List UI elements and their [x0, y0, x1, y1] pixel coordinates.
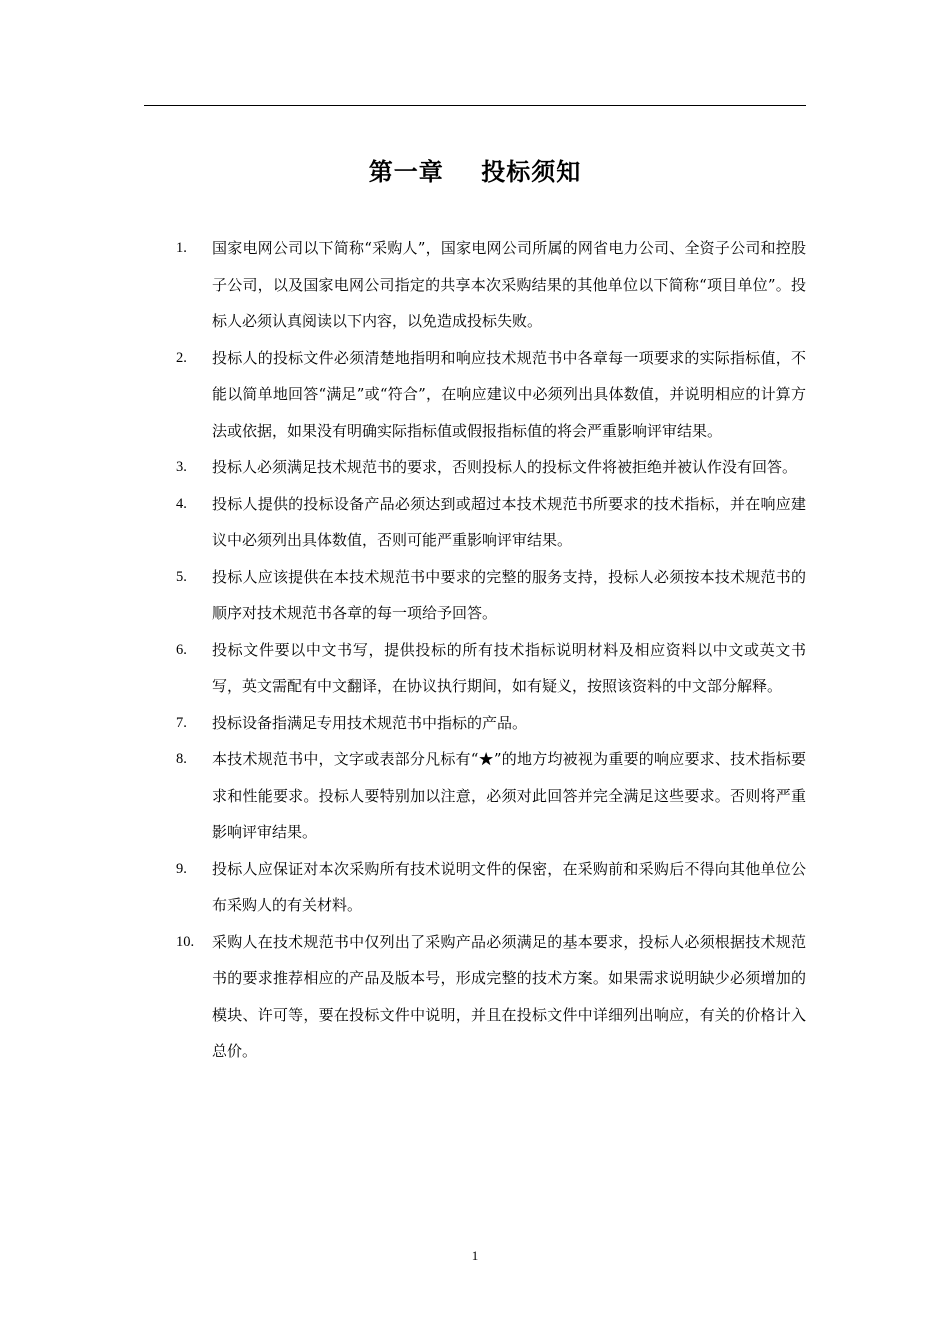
item-number: 9. — [176, 860, 187, 877]
list-item — [176, 449, 806, 486]
item-text: 投标人应保证对本次采购所有技术说明文件的保密，在采购前和采购后不得向其他单位公布采购人的有关材料。 — [212, 859, 806, 914]
item-number: 6. — [176, 641, 187, 658]
page-number: 1 — [471, 1248, 479, 1263]
list-item — [176, 705, 806, 742]
item-number: 5. — [176, 568, 187, 585]
item-number: 7. — [176, 714, 187, 731]
list-item — [176, 230, 806, 340]
item-number: 10. — [176, 933, 195, 950]
item-number: 8. — [176, 751, 187, 767]
instruction-list — [176, 230, 806, 1070]
list-item — [176, 741, 806, 851]
item-text: 投标人的投标文件必须清楚地指明和响应技术规范书中各章每一项要求的实际指标值，不能以简单地回答“满足”或“符合”，在响应建议中必须列出具体数值，并说明相应的计算方法或依据，如果没有明确实际指标值或假报指标值的将会严重影响评审结果。 — [212, 348, 806, 440]
list-item — [176, 924, 806, 1070]
item-text: 国家电网公司以下简称“采购人”，国家电网公司所属的网省电力公司、全资子公司和控股子公司，以及国家电网公司指定的共享本次采购结果的其他单位以下简称“项目单位”。投标人必须认真阅读以下内容，以免造成投标失败。 — [212, 239, 806, 330]
list-item — [176, 486, 806, 559]
item-text: 投标人必须满足技术规范书的要求，否则投标人的投标文件将被拒绝并被认作没有回答。 — [212, 458, 798, 476]
list-item — [176, 559, 806, 632]
list-item — [176, 340, 806, 450]
item-text: 投标设备指满足专用技术规范书中指标的产品。 — [212, 713, 528, 732]
item-text: 采购人在技术规范书中仅列出了采购产品必须满足的基本要求，投标人必须根据技术规范书的要求推荐相应的产品及版本号，形成完整的技术方案。如果需求说明缺少必须增加的模块、许可等，要在投标文件中说明，并且在投标文件中详细列出响应，有关的价格计入总价。 — [212, 932, 806, 1060]
item-number: 4. — [176, 495, 187, 512]
chapter-title: 第一章 投标须知 — [368, 158, 582, 186]
item-number: 3. — [176, 459, 187, 475]
item-text: 投标人应该提供在本技术规范书中要求的完整的服务支持，投标人必须按本技术规范书的顺序对技术规范书各章的每一项给予回答。 — [212, 567, 806, 622]
item-text: 本技术规范书中，文字或表部分凡标有“★”的地方均被视为重要的响应要求、技术指标要求和性能要求。投标人要特别加以注意，必须对此回答并完全满足这些要求。否则将严重影响评审结果。 — [212, 750, 806, 841]
item-number: 1. — [176, 240, 187, 256]
item-number: 2. — [176, 349, 187, 366]
item-text: 投标文件要以中文书写，提供投标的所有技术指标说明材料及相应资料以中文或英文书写，英文需配有中文翻译，在协议执行期间，如有疑义，按照该资料的中文部分解释。 — [212, 640, 806, 695]
header-rule — [144, 105, 806, 106]
item-text: 投标人提供的投标设备产品必须达到或超过本技术规范书所要求的技术指标，并在响应建议中必须列出具体数值，否则可能严重影响评审结果。 — [212, 494, 806, 549]
list-item — [176, 632, 806, 705]
list-item — [176, 851, 806, 924]
